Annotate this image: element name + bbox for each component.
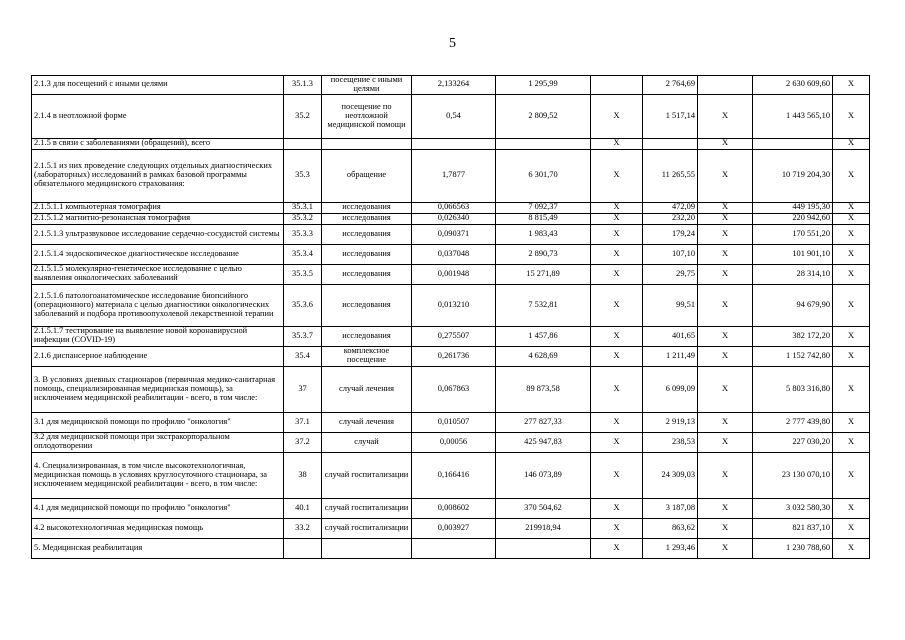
row-col-3: X [698,244,753,264]
row-col-1: X [591,326,643,346]
row-code: 35.3.2 [284,213,322,224]
row-col-5: X [833,452,870,498]
row-unit: исследования [322,224,412,244]
row-cost: 89 873,58 [496,366,591,412]
row-col-5: X [833,202,870,213]
row-col-1 [591,76,643,95]
row-col-2: 2 764,69 [643,76,698,95]
row-code: 35.3.7 [284,326,322,346]
row-cost: 1 295,99 [496,76,591,95]
row-col-2: 2 919,13 [643,412,698,432]
row-code: 35.2 [284,94,322,138]
row-col-1: X [591,264,643,284]
row-col-4: 2 777 439,80 [753,412,833,432]
row-cost: 1 457,86 [496,326,591,346]
row-cost: 7 092,37 [496,202,591,213]
row-cost: 2 809,52 [496,94,591,138]
row-name: 2.1.4 в неотложной форме [32,94,284,138]
row-col-4 [753,138,833,149]
row-col-4: 1 152 742,80 [753,346,833,366]
row-cost: 7 532,81 [496,284,591,326]
row-col-5: X [833,224,870,244]
row-name: 2.1.5.1.7 тестирование на выявление новой коронавирусной инфекции (COVID-19) [32,326,284,346]
row-cost: 4 628,69 [496,346,591,366]
row-col-5: X [833,538,870,558]
row-col-3: X [698,326,753,346]
row-cost: 2 890,73 [496,244,591,264]
row-col-3: X [698,284,753,326]
row-col-2: 1 293,46 [643,538,698,558]
row-col-2: 179,24 [643,224,698,244]
row-col-5: X [833,138,870,149]
row-name: 2.1.5.1.6 патологоанатомическое исследование биопсийного (операционного) материала с целью диагностики онкологических заболеваний и подбора противоопухолевой лекарственной терапии [32,284,284,326]
row-norm: 0,275507 [412,326,496,346]
row-col-5: X [833,149,870,202]
row-col-4: 10 719 204,30 [753,149,833,202]
row-col-1: X [591,412,643,432]
table-row [32,346,870,366]
row-col-4: 3 032 580,30 [753,498,833,518]
row-col-5: X [833,244,870,264]
table-row [32,518,870,538]
row-col-4: 2 630 609,60 [753,76,833,95]
row-code: 35.3.4 [284,244,322,264]
row-col-1: X [591,452,643,498]
row-col-3: X [698,452,753,498]
row-col-1: X [591,538,643,558]
row-col-5: X [833,213,870,224]
table-row [32,213,870,224]
row-col-4: 1 230 788,60 [753,538,833,558]
table-row [32,94,870,138]
row-col-3: X [698,412,753,432]
row-name: 2.1.5.1 из них проведение следующих отдельных диагностических (лабораторных) исследований в рамках базовой программы обязательного медицинского страхования: [32,149,284,202]
row-col-1: X [591,432,643,452]
row-col-1: X [591,518,643,538]
table-row [32,432,870,452]
row-name: 5. Медицинская реабилитация [32,538,284,558]
row-unit: посещение с иными целями [322,76,412,95]
row-name: 2.1.5.1.1 компьютерная томография [32,202,284,213]
row-name: 3. В условиях дневных стационаров (первичная медико-санитарная помощь, специализированная медицинская помощь), за исключением медицинской реабилитации - всего, в том числе: [32,366,284,412]
row-norm [412,138,496,149]
row-unit: случай лечения [322,412,412,432]
row-code: 35.3.6 [284,284,322,326]
row-col-4: 449 195,30 [753,202,833,213]
table-row [32,149,870,202]
row-col-1: X [591,366,643,412]
row-unit: исследования [322,326,412,346]
row-col-3: X [698,538,753,558]
row-col-1: X [591,224,643,244]
row-unit: случай [322,432,412,452]
row-name: 3.2 для медицинской помощи при экстракорпоральном оплодотворении [32,432,284,452]
row-norm: 0,067863 [412,366,496,412]
table-row [32,326,870,346]
table-row [32,284,870,326]
row-col-1: X [591,202,643,213]
row-unit: исследования [322,264,412,284]
tariff-table [31,75,870,559]
row-col-3: X [698,213,753,224]
row-col-2: 11 265,55 [643,149,698,202]
row-cost: 146 073,89 [496,452,591,498]
table-row [32,138,870,149]
row-col-5: X [833,518,870,538]
row-unit [322,538,412,558]
row-name: 4. Специализированная, в том числе высокотехнологичная, медицинская помощь в условиях круглосуточного стационара, за исключением медицинской реабилитации - всего, в том числе: [32,452,284,498]
row-col-3: X [698,202,753,213]
row-col-4: 94 679,90 [753,284,833,326]
row-code: 35.1.3 [284,76,322,95]
row-norm: 0,013210 [412,284,496,326]
row-col-3: X [698,432,753,452]
table-row [32,202,870,213]
table-row [32,538,870,558]
row-unit: обращение [322,149,412,202]
row-col-3: X [698,94,753,138]
table-row [32,244,870,264]
row-col-1: X [591,346,643,366]
row-code: 38 [284,452,322,498]
row-col-2: 99,51 [643,284,698,326]
row-col-2: 232,20 [643,213,698,224]
row-norm: 1,7877 [412,149,496,202]
row-col-5: X [833,432,870,452]
row-col-2: 863,62 [643,518,698,538]
row-code: 35.3 [284,149,322,202]
row-col-2: 6 099,09 [643,366,698,412]
row-col-4: 170 551,20 [753,224,833,244]
page-number: 5 [449,36,456,51]
row-code: 33.2 [284,518,322,538]
row-col-3: X [698,264,753,284]
row-col-3 [698,76,753,95]
row-col-5: X [833,264,870,284]
row-name: 2.1.3 для посещений с иными целями [32,76,284,95]
row-unit [322,138,412,149]
row-col-2: 1 211,49 [643,346,698,366]
row-col-3: X [698,518,753,538]
row-col-5: X [833,498,870,518]
table-row [32,224,870,244]
row-code: 35.3.3 [284,224,322,244]
row-code [284,538,322,558]
row-col-2: 401,65 [643,326,698,346]
row-cost: 219918,94 [496,518,591,538]
row-col-4: 227 030,20 [753,432,833,452]
row-code: 35.4 [284,346,322,366]
row-col-5: X [833,76,870,95]
row-col-1: X [591,284,643,326]
row-cost: 8 815,49 [496,213,591,224]
row-col-5: X [833,366,870,412]
row-col-4: 382 172,20 [753,326,833,346]
row-col-1: X [591,244,643,264]
row-col-5: X [833,94,870,138]
row-col-3: X [698,224,753,244]
row-col-2: 472,09 [643,202,698,213]
row-unit: случай госпитализации [322,498,412,518]
row-norm: 0,066563 [412,202,496,213]
table-row [32,452,870,498]
row-col-2 [643,138,698,149]
row-col-4: 5 803 316,80 [753,366,833,412]
row-col-4: 23 130 070,10 [753,452,833,498]
row-norm: 0,010507 [412,412,496,432]
row-col-3: X [698,366,753,412]
row-name: 2.1.5.1.2 магнитно-резонансная томография [32,213,284,224]
row-norm: 0,026340 [412,213,496,224]
row-code: 37.2 [284,432,322,452]
row-unit: случай лечения [322,366,412,412]
row-name: 2.1.5.1.4 эндоскопическое диагностическое исследование [32,244,284,264]
row-unit: исследования [322,244,412,264]
row-col-3: X [698,138,753,149]
row-name: 4.2 высокотехнологичная медицинская помощь [32,518,284,538]
row-norm: 0,001948 [412,264,496,284]
row-col-1: X [591,498,643,518]
row-unit: исследования [322,284,412,326]
row-name: 2.1.5.1.5 молекулярно-генетическое исследование с целью выявления онкологических заболеваний [32,264,284,284]
row-code: 35.3.1 [284,202,322,213]
row-col-4: 821 837,10 [753,518,833,538]
row-col-4: 28 314,10 [753,264,833,284]
row-norm: 0,037048 [412,244,496,264]
row-cost [496,538,591,558]
table-row [32,412,870,432]
row-code: 35.3.5 [284,264,322,284]
row-cost: 425 947,83 [496,432,591,452]
row-unit: случай госпитализации [322,452,412,498]
row-col-1: X [591,94,643,138]
row-norm: 0,003927 [412,518,496,538]
row-cost: 6 301,70 [496,149,591,202]
row-col-5: X [833,326,870,346]
table-row [32,76,870,95]
row-name: 3.1 для медицинской помощи по профилю "онкология" [32,412,284,432]
row-col-5: X [833,346,870,366]
row-col-5: X [833,284,870,326]
row-name: 2.1.5.1.3 ультразвуковое исследование сердечно-сосудистой системы [32,224,284,244]
row-cost: 1 983,43 [496,224,591,244]
row-code: 37.1 [284,412,322,432]
row-norm: 0,166416 [412,452,496,498]
row-norm: 0,261736 [412,346,496,366]
row-unit: комплексное посещение [322,346,412,366]
row-unit: исследования [322,213,412,224]
row-col-2: 107,10 [643,244,698,264]
row-norm: 0,090371 [412,224,496,244]
row-col-2: 24 309,03 [643,452,698,498]
row-unit: посещение по неотложной медицинской помощи [322,94,412,138]
row-norm: 0,54 [412,94,496,138]
row-unit: исследования [322,202,412,213]
row-col-3: X [698,346,753,366]
row-col-4: 101 901,10 [753,244,833,264]
row-code [284,138,322,149]
table-row [32,366,870,412]
table-row [32,498,870,518]
row-code: 40.1 [284,498,322,518]
row-name: 2.1.5 в связи с заболеваниями (обращений), всего [32,138,284,149]
row-unit: случай госпитализации [322,518,412,538]
row-norm: 0,008602 [412,498,496,518]
row-cost: 15 271,89 [496,264,591,284]
row-col-1: X [591,149,643,202]
row-col-1: X [591,138,643,149]
row-col-3: X [698,498,753,518]
table-row [32,264,870,284]
row-norm: 2,133264 [412,76,496,95]
row-col-4: 220 942,60 [753,213,833,224]
row-col-2: 1 517,14 [643,94,698,138]
row-col-2: 29,75 [643,264,698,284]
row-col-4: 1 443 565,10 [753,94,833,138]
row-name: 2.1.6 диспансерное наблюдение [32,346,284,366]
row-name: 4.1 для медицинской помощи по профилю "онкология" [32,498,284,518]
row-norm [412,538,496,558]
row-code: 37 [284,366,322,412]
row-cost [496,138,591,149]
row-col-3: X [698,149,753,202]
row-col-2: 238,53 [643,432,698,452]
row-cost: 277 827,33 [496,412,591,432]
row-norm: 0,00056 [412,432,496,452]
row-col-2: 3 187,08 [643,498,698,518]
row-cost: 370 504,62 [496,498,591,518]
row-col-1: X [591,213,643,224]
row-col-5: X [833,412,870,432]
